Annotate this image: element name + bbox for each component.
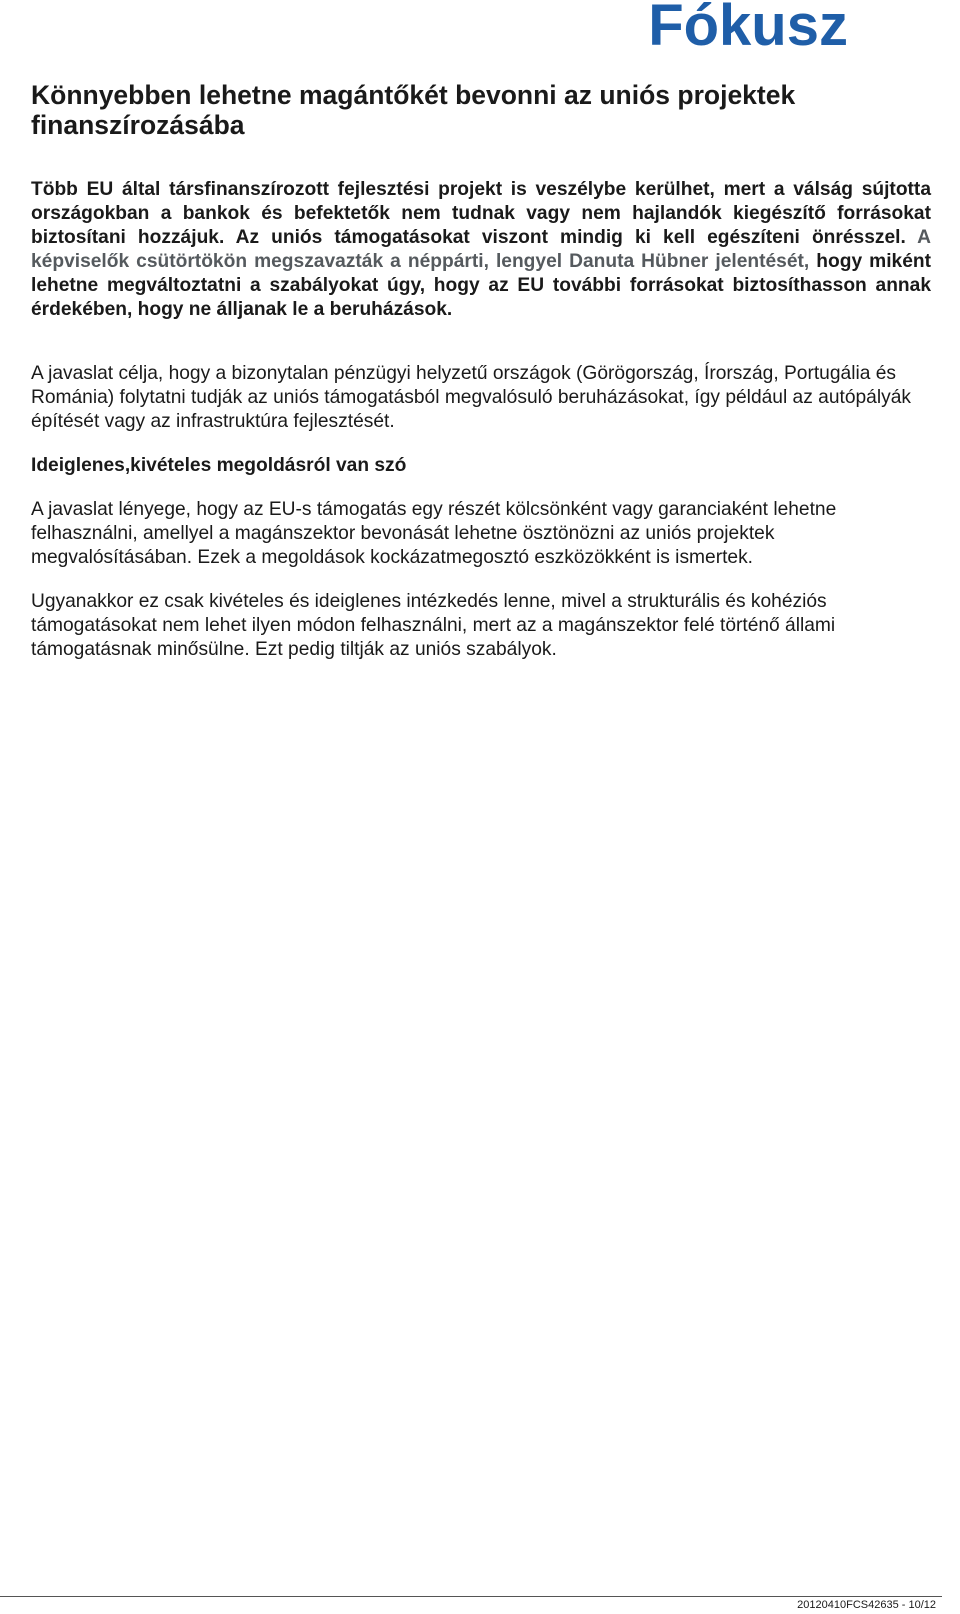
article-subheading: Ideiglenes,kivételes megoldásról van szó [31, 455, 407, 476]
section-label: Fókusz [648, 0, 848, 58]
body-paragraph-3: Ugyanakkor ez csak kivételes és ideiglenes intézkedés lenne, mivel a strukturális és kohéziós támogatásokat nem lehet ilyen módon felhasználni, mert az a magánszektor felé történő állami támogatásnak minősülne. Ezt pedig tiltják az uniós szabályok. [31, 591, 836, 660]
article-title: Könnyebben lehetne magántőkét bevonni az uniós projektek finanszírozásába [31, 80, 796, 140]
article-lead [31, 178, 931, 322]
footer-divider [0, 1596, 942, 1597]
lead-part-3: hogy miként lehetne megváltoztatni a szabályokat úgy, hogy az EU további forrásokat biztosíthasson annak érdekében, hogy ne álljanak le a beruházások. [31, 251, 931, 320]
document-code: 20120410FCS42635 - 10/12 [797, 1599, 936, 1611]
article [31, 80, 931, 682]
body-paragraph-1: A javaslat célja, hogy a bizonytalan pénzügyi helyzetű országok (Görögország, Írország, Portugália és Románia) folytatni tudják az uniós támogatásból megvalósuló beruházásokat, így például az autópályák építését vagy az infrastruktúra fejlesztését. [31, 363, 911, 432]
lead-part-2: A képviselők csütörtökön megszavazták a néppárti, lengyel Danuta Hübner jelentését, [31, 227, 931, 272]
lead-part-1: Több EU által társfinanszírozott fejlesztési projekt is veszélybe kerülhet, mert a válság sújtotta országokban a bankok és befektetők nem tudnak vagy nem hajlandók kiegészítő forrásokat biztosítani hozzájuk. Az uniós támogatásokat viszont mindig ki kell egészíteni önrésszel. [31, 179, 931, 248]
body-paragraph-2: A javaslat lényege, hogy az EU-s támogatás egy részét kölcsönként vagy garanciaként lehetne felhasználni, amellyel a magánszektor bevonását lehetne ösztönözni az uniós projektek megvalósításában. Ezek a megoldások kockázatmegosztó eszközökként is ismertek. [31, 499, 837, 568]
